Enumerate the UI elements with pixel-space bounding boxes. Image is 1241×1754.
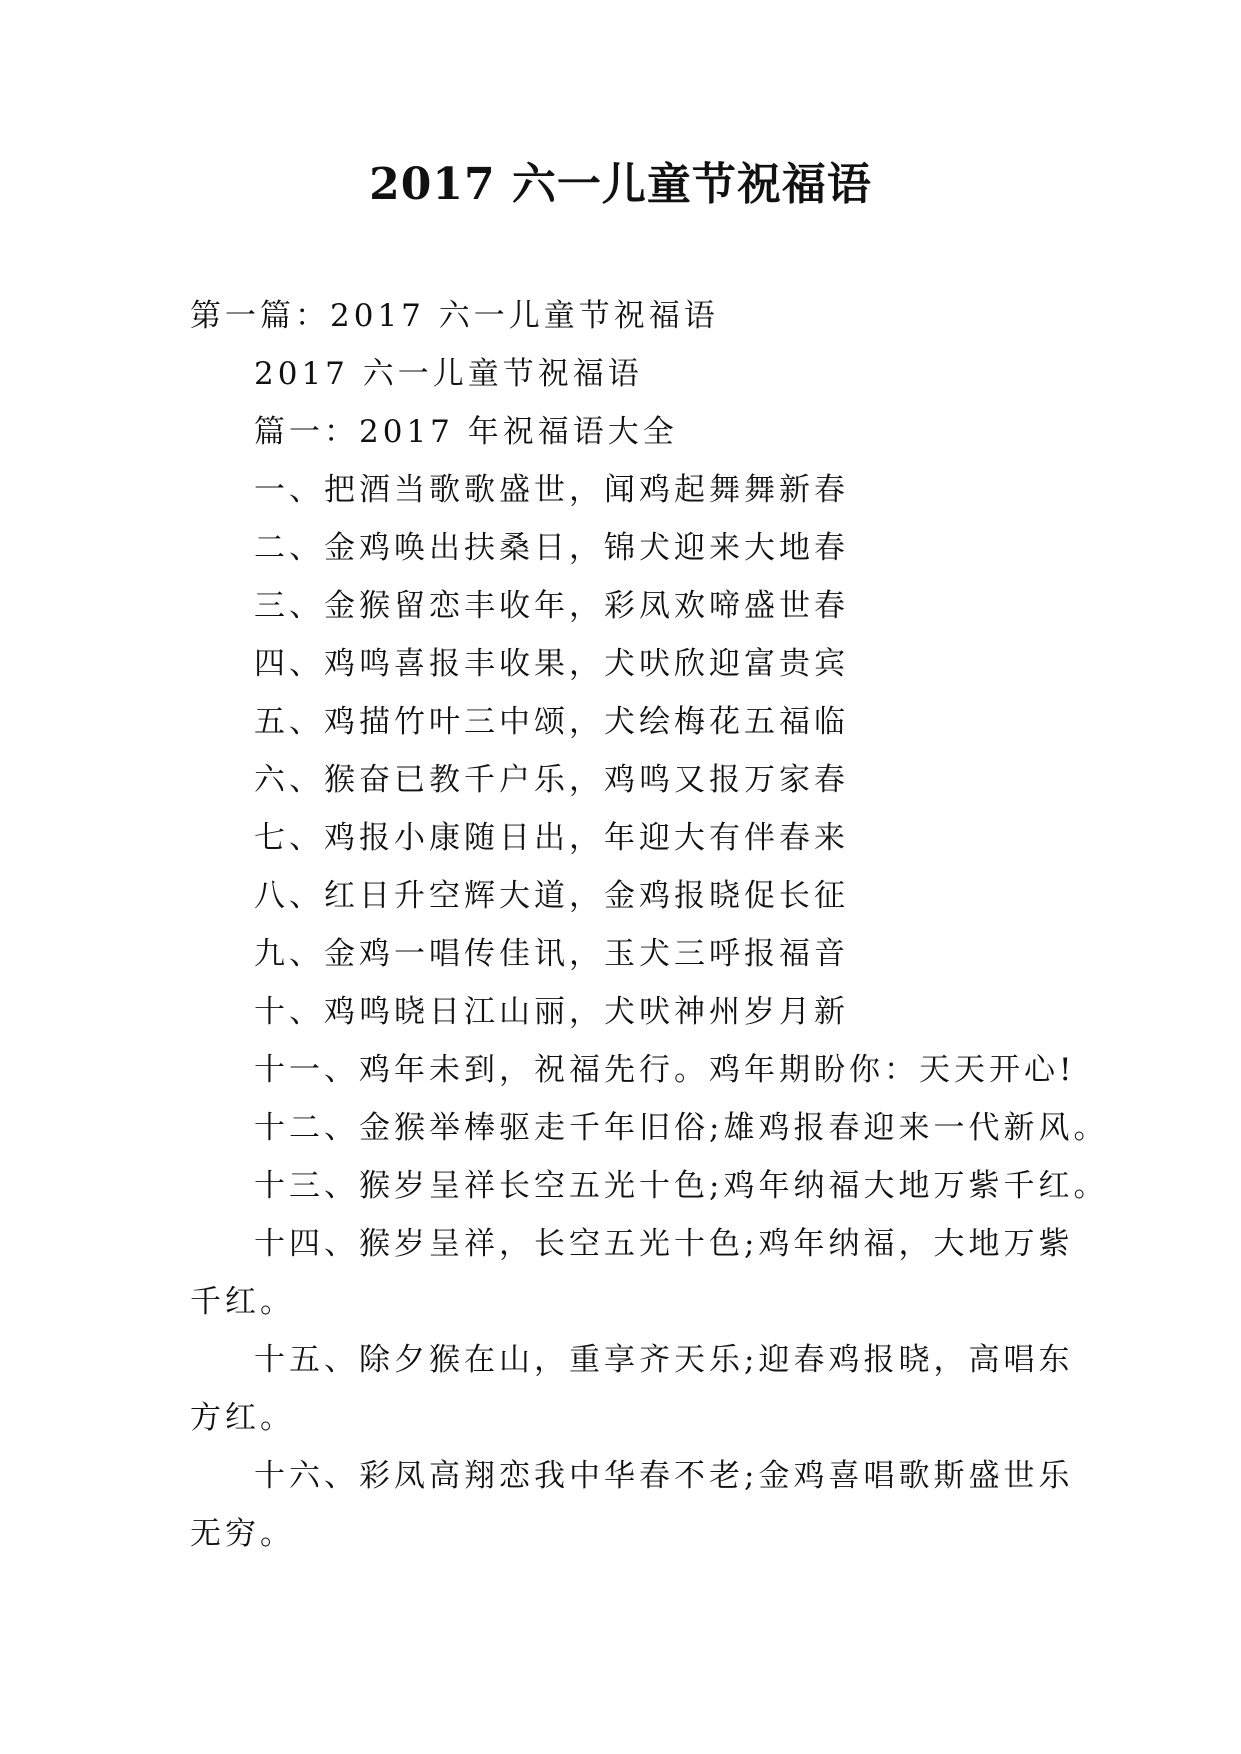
- list-item-continuation: 无穷。: [190, 1516, 295, 1552]
- list-item-line: 十六、彩凤高翔恋我中华春不老;金鸡喜唱歌斯盛世乐: [254, 1458, 1074, 1494]
- section-heading: 篇一：2017 年祝福语大全: [254, 414, 678, 450]
- list-item: 二、金鸡唤出扶桑日，锦犬迎来大地春: [254, 530, 849, 566]
- list-item-line: 十四、猴岁呈祥，长空五光十色;鸡年纳福，大地万紫: [254, 1226, 1074, 1262]
- list-item: 九、金鸡一唱传佳讯，玉犬三呼报福音: [254, 936, 849, 972]
- list-item: 十一、鸡年未到，祝福先行。鸡年期盼你：天天开心!: [254, 1052, 1076, 1088]
- list-item-continuation: 千红。: [190, 1284, 295, 1320]
- sub-title: 2017 六一儿童节祝福语: [254, 356, 643, 392]
- list-item: [190, 1447, 1074, 1563]
- list-item: 十三、猴岁呈祥长空五光十色;鸡年纳福大地万紫千红。: [254, 1168, 1109, 1204]
- list-item: 五、鸡描竹叶三中颂，犬绘梅花五福临: [254, 704, 849, 740]
- list-item: [190, 1215, 1074, 1331]
- chapter-heading: 第一篇：2017 六一儿童节祝福语: [190, 298, 719, 334]
- document-body: [190, 287, 1109, 1563]
- list-item: 六、猴奋已教千户乐，鸡鸣又报万家春: [254, 762, 849, 798]
- list-item: 三、金猴留恋丰收年，彩凤欢啼盛世春: [254, 588, 849, 624]
- list-item-line: 十五、除夕猴在山，重享齐天乐;迎春鸡报晓，高唱东: [254, 1342, 1074, 1378]
- list-item: 十二、金猴举棒驱走千年旧俗;雄鸡报春迎来一代新风。: [254, 1110, 1109, 1146]
- list-item: 一、把酒当歌歌盛世，闻鸡起舞舞新春: [254, 472, 849, 508]
- list-item: 四、鸡鸣喜报丰收果，犬吠欣迎富贵宾: [254, 646, 849, 682]
- list-item: [190, 1331, 1074, 1447]
- list-item-continuation: 方红。: [190, 1400, 295, 1436]
- list-item: 八、红日升空辉大道，金鸡报晓促长征: [254, 878, 849, 914]
- list-item: 七、鸡报小康随日出，年迎大有伴春来: [254, 820, 849, 856]
- list-item: 十、鸡鸣晓日江山丽，犬吠神州岁月新: [254, 994, 849, 1030]
- document-title: 2017 六一儿童节祝福语: [369, 159, 872, 210]
